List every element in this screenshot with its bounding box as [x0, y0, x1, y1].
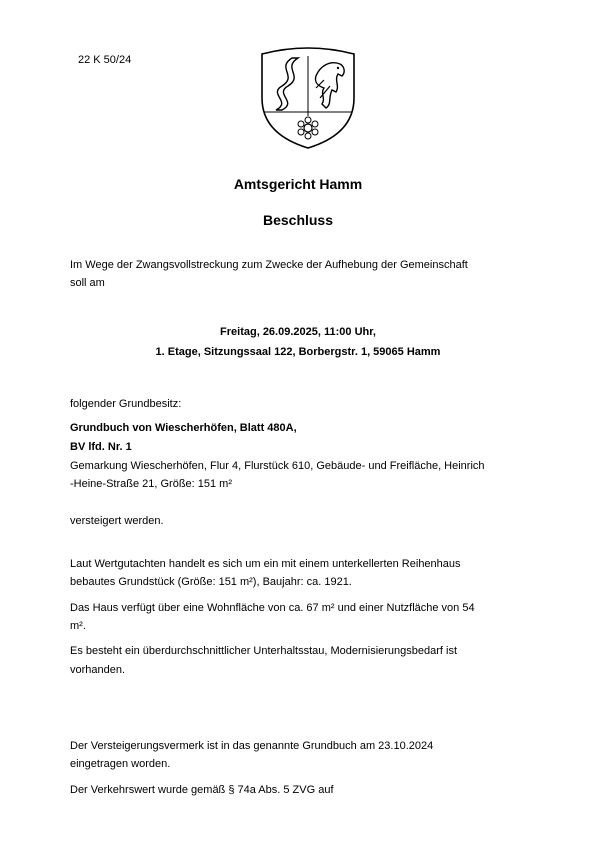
auction-statement: versteigert werden. [70, 515, 164, 527]
property-description-line-1: Gemarkung Wiescherhöfen, Flur 4, Flurstück 610, Gebäude- und Freifläche, Heinrich [70, 460, 485, 472]
court-name: Amtsgericht Hamm [233, 176, 363, 192]
intro-line-2: soll am [70, 277, 105, 289]
property-heading: folgender Grundbesitz: [70, 398, 182, 410]
registry-note-line-2: eingetragen worden. [70, 758, 171, 770]
market-value-statement: Der Verkehrswert wurde gemäß § 74a Abs. 5 ZVG auf [70, 784, 334, 796]
appraisal-p2-line-1: Das Haus verfügt über eine Wohnfläche von ca. 67 m² und einer Nutzfläche von 54 [70, 602, 475, 614]
appraisal-p1-line-1: Laut Wertgutachten handelt es sich um ein mit einem unterkellerten Reihenhaus [70, 558, 461, 570]
property-description-line-2: -Heine-Straße 21, Größe: 151 m² [70, 478, 233, 490]
appointment-datetime: Freitag, 26.09.2025, 11:00 Uhr, [220, 326, 376, 338]
registry-note-line-1: Der Versteigerungsvermerk ist in das genannte Grundbuch am 23.10.2024 [70, 740, 434, 752]
intro-line-1: Im Wege der Zwangsvollstreckung zum Zwecke der Aufhebung der Gemeinschaft [70, 259, 468, 271]
appraisal-p3-line-1: Es besteht ein überdurchschnittlicher Unterhaltsstau, Modernisierungsbedarf ist [70, 645, 458, 657]
appraisal-p1-line-2: bebautes Grundstück (Größe: 151 m²), Baujahr: ca. 1921. [70, 576, 352, 588]
land-register: Grundbuch von Wiescherhöfen, Blatt 480A, [70, 422, 297, 434]
register-entry: BV lfd. Nr. 1 [70, 441, 132, 453]
appointment-location: 1. Etage, Sitzungssaal 122, Borbergstr. 1, 59065 Hamm [155, 346, 441, 358]
coat-of-arms-emblem [258, 46, 358, 150]
appraisal-p3-line-2: vorhanden. [70, 664, 126, 676]
document-title: Beschluss [262, 212, 334, 228]
case-number: 22 K 50/24 [78, 54, 132, 66]
appraisal-p2-line-2: m². [70, 620, 86, 632]
